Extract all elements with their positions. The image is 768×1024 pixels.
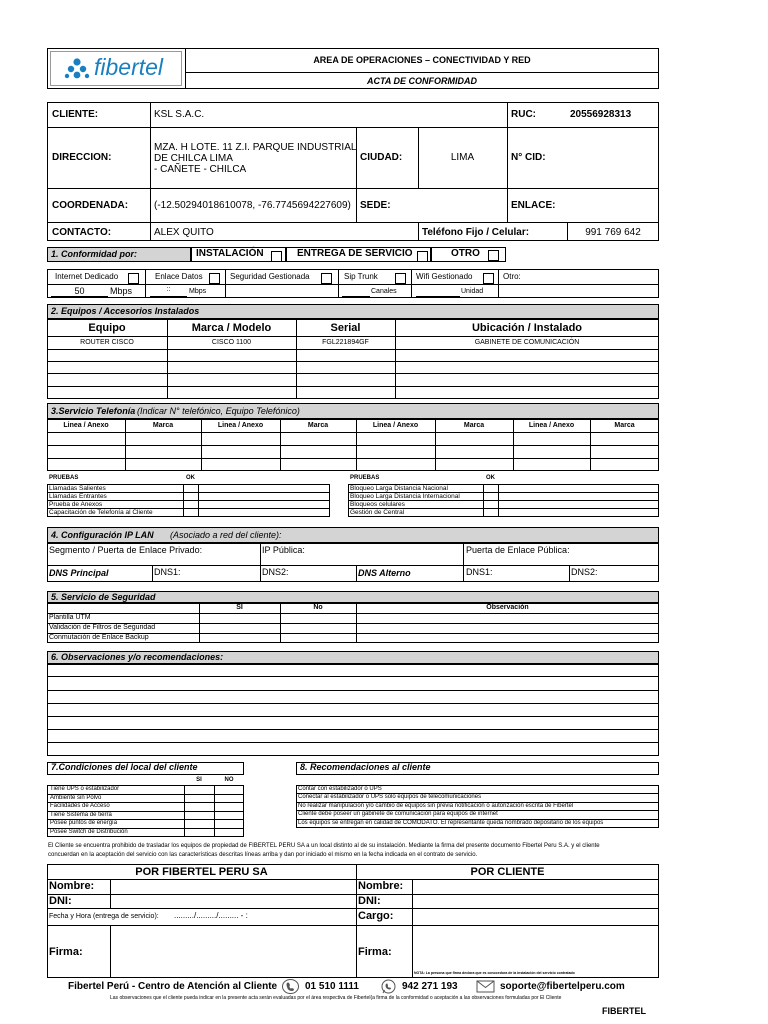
cond-row-2: Ambiente sin Polvo bbox=[50, 795, 102, 801]
iplan-title: 4. Configuración IP LAN bbox=[51, 530, 154, 540]
dns-alterno-label: DNS Alterno bbox=[358, 568, 411, 578]
contacto-value: ALEX QUITO bbox=[154, 227, 214, 238]
otro-label: OTRO bbox=[451, 248, 480, 259]
enlace-value: :: bbox=[166, 286, 171, 293]
sip-checkbox[interactable] bbox=[395, 273, 406, 284]
instalacion-label: INSTALACIÓN bbox=[196, 248, 264, 259]
prueba-left-1: Llamadas Salientes bbox=[49, 485, 106, 492]
observaciones-title: 6. Observaciones y/o recomendaciones: bbox=[51, 652, 224, 662]
direccion-line3: - CAÑETE - CHILCA bbox=[154, 164, 247, 175]
coordenada-label: COORDENADA: bbox=[52, 200, 129, 211]
mbps2-label: Mbps bbox=[189, 288, 207, 295]
contacto-label: CONTACTO: bbox=[52, 227, 112, 238]
marca-cell: CISCO 1100 bbox=[211, 339, 252, 346]
direccion-label: DIRECCION: bbox=[52, 152, 112, 163]
rec-row-1: Contar con estabilizador o UPS bbox=[298, 786, 382, 792]
otro-service-label: Otro: bbox=[503, 272, 521, 281]
sip-label: Sip Trunk bbox=[344, 272, 378, 281]
ok-left-label: OK bbox=[186, 475, 195, 481]
footer-phone1[interactable]: 01 510 1111 bbox=[305, 981, 359, 992]
serial-cell: FGL221894GF bbox=[322, 339, 369, 346]
cond-si-header: SI bbox=[196, 777, 202, 783]
firma-nota: NOTA: La persona que firma declara que es conocedora de la instalación del servicio contratado bbox=[414, 971, 575, 975]
ubicacion-cell: GABINETE DE COMUNICACIÓN bbox=[474, 339, 580, 346]
whatsapp-icon bbox=[380, 979, 397, 994]
wifi-checkbox[interactable] bbox=[483, 273, 494, 284]
tel-header-8: Marca bbox=[614, 422, 635, 429]
otro-checkbox[interactable] bbox=[488, 250, 499, 261]
cliente-cargo-label: Cargo: bbox=[358, 910, 394, 922]
internet-checkbox[interactable] bbox=[128, 273, 139, 284]
sede-label: SEDE: bbox=[360, 200, 391, 211]
ruc-value: 20556928313 bbox=[570, 109, 632, 120]
prueba-right-4: Gestión de Central bbox=[350, 509, 405, 516]
wifi-label: Wifi Gestionado bbox=[416, 272, 473, 281]
telefono-value: 991 769 642 bbox=[585, 227, 641, 238]
telefono-label: Teléfono Fijo / Celular: bbox=[422, 227, 530, 238]
seg-row-1: Plantilla UTM bbox=[49, 614, 91, 621]
footer-phone2[interactable]: 942 271 193 bbox=[402, 981, 458, 992]
prueba-right-2: Bloqueo Larga Distancia Internacional bbox=[350, 493, 460, 500]
direccion-line2: DE CHILCA LIMA bbox=[154, 153, 233, 164]
recomendaciones-title: 8. Recomendaciones al cliente bbox=[300, 762, 431, 772]
puerta-publica-label: Puerta de Enlace Pública: bbox=[466, 545, 570, 555]
phone-icon bbox=[282, 979, 299, 994]
rec-row-5: Los equipos se entregan en calidad de COMODATO. El representante queda nombrado depositario de los equipos bbox=[298, 820, 604, 826]
coordenada-value: (-12.50294018610078, -76.7745694227609) bbox=[154, 200, 351, 211]
email-icon bbox=[476, 980, 495, 993]
cliente-nombre-label: Nombre: bbox=[358, 880, 404, 892]
firma-fibertel-title: POR FIBERTEL PERU SA bbox=[135, 866, 268, 878]
dns2-label: DNS2: bbox=[262, 567, 289, 577]
tel-header-4: Marca bbox=[307, 422, 329, 429]
fibertel-dni-label: DNI: bbox=[49, 895, 72, 907]
fecha-label: Fecha y Hora (entrega de servicio): bbox=[49, 913, 159, 920]
prueba-right-1: Bloqueo Larga Distancia Nacional bbox=[350, 485, 448, 492]
conformidad-title: 1. Conformidad por: bbox=[51, 249, 137, 259]
seg-si-header: SI bbox=[236, 604, 243, 611]
entrega-checkbox[interactable] bbox=[417, 251, 428, 262]
logo-text: fibertel bbox=[94, 54, 164, 80]
footer-email[interactable]: soporte@fibertelperu.com bbox=[500, 981, 625, 992]
internet-label: Internet Dedicado bbox=[55, 272, 119, 281]
footer-centro: Fibertel Perú - Centro de Atención al Cliente bbox=[68, 981, 278, 992]
equipo-cell: ROUTER CISCO bbox=[80, 339, 134, 346]
tel-header-1: Linea / Anexo bbox=[63, 422, 109, 429]
cond-row-1: Tiene UPS o estabilizador bbox=[50, 786, 120, 792]
enlace-datos-label: Enlace Datos bbox=[155, 272, 203, 281]
iplan-subtitle: (Asociado a red del cliente): bbox=[170, 530, 282, 540]
ip-publica-label: IP Pública: bbox=[262, 545, 305, 555]
seg-no-header: No bbox=[313, 604, 323, 611]
internet-value: 50 bbox=[74, 286, 85, 296]
seguridad-title: 5. Servicio de Seguridad bbox=[51, 592, 156, 602]
direccion-line1: MZA. H LOTE. 11 Z.I. PARQUE INDUSTRIAL bbox=[154, 142, 357, 153]
seg-row-2: Validación de Filtros de Seguridad bbox=[49, 624, 156, 631]
header-acta: ACTA DE CONFORMIDAD bbox=[367, 76, 477, 86]
ciudad-label: CIUDAD: bbox=[360, 152, 403, 163]
seg-obs-header: Observación bbox=[486, 604, 529, 611]
header-area: AREA DE OPERACIONES – CONECTIVIDAD Y RED bbox=[313, 55, 531, 65]
fecha-value[interactable]: ........./........./......... - : bbox=[174, 911, 248, 920]
ruc-label: RUC: bbox=[511, 109, 536, 120]
fibertel-nombre-label: Nombre: bbox=[49, 880, 95, 892]
pruebas-left-label: PRUEBAS bbox=[49, 475, 79, 481]
tel-header-5: Linea / Anexo bbox=[372, 422, 419, 429]
cliente-label: CLIENTE: bbox=[52, 109, 99, 120]
tel-header-6: Marca bbox=[463, 422, 485, 429]
telefonia-subtitle: (Indicar N° telefónico, Equipo Telefónico) bbox=[137, 406, 300, 416]
cliente-firma-label: Firma: bbox=[358, 946, 392, 958]
cliente-dni-label: DNI: bbox=[358, 895, 381, 907]
equipos-header-serial: Serial bbox=[330, 322, 361, 334]
cond-no-header: NO bbox=[224, 777, 234, 783]
canales-label: Canales bbox=[371, 288, 397, 295]
equipos-header-marca: Marca / Modelo bbox=[191, 322, 272, 334]
condiciones-title: 7.Condiciones del local del cliente bbox=[51, 762, 198, 772]
tel-header-3: Linea / Anexo bbox=[217, 422, 264, 429]
cliente-value: KSL S.A.C. bbox=[154, 109, 205, 120]
mbps-label: Mbps bbox=[110, 286, 133, 296]
seg-row-3: Conmutación de Enlace Backup bbox=[49, 634, 149, 641]
equipos-header-ubicacion: Ubicación / Instalado bbox=[471, 322, 583, 334]
firma-cliente-title: POR CLIENTE bbox=[470, 866, 545, 878]
seguridad-label: Seguridad Gestionada bbox=[230, 272, 310, 281]
legal-line1: El Cliente se encuentra prohibido de trasladar los equipos de propiedad de FIBERTEL PERU SA a un local distinto al de su instalación. Mediante la firma del presente documento Fibertel Peru S.A. y el cliente bbox=[48, 843, 600, 849]
rec-row-2: Conectar al estabilizador o UPS solo equipos de telecomunicaciones bbox=[298, 794, 482, 800]
cond-row-6: Posee Switch de Distribución bbox=[50, 829, 128, 835]
enlace-label: ENLACE: bbox=[511, 200, 556, 211]
footer-brand: FIBERTEL bbox=[602, 1006, 646, 1016]
client-table bbox=[47, 102, 659, 241]
enlace-datos-checkbox[interactable] bbox=[209, 273, 220, 284]
rec-row-4: Cliente debe poseer un gabinete de comunicación para equipos de internet bbox=[298, 811, 498, 817]
dns2b-label: DNS2: bbox=[571, 567, 598, 577]
logo-icon bbox=[62, 56, 92, 82]
unidad-label: Unidad bbox=[461, 288, 484, 295]
ciudad-value: LIMA bbox=[450, 152, 475, 163]
segmento-label: Segmento / Puerta de Enlace Privado: bbox=[49, 545, 203, 555]
fibertel-firma-label: Firma: bbox=[49, 946, 83, 958]
prueba-left-3: Prueba de Anexos bbox=[49, 501, 103, 508]
prueba-left-4: Capacitación de Telefonía al Cliente bbox=[49, 509, 153, 516]
cond-row-3: Facilidades de Acceso bbox=[50, 803, 110, 809]
prueba-left-2: Llamadas Entrantes bbox=[49, 493, 107, 500]
tel-header-2: Marca bbox=[152, 422, 174, 429]
cond-row-4: Tiene Sistema de tierra bbox=[50, 812, 112, 818]
seguridad-checkbox[interactable] bbox=[321, 273, 332, 284]
equipos-header-equipo: Equipo bbox=[88, 322, 126, 334]
cond-row-5: Posee puntos de energía bbox=[50, 820, 118, 826]
pruebas-right-label: PRUEBAS bbox=[350, 475, 380, 481]
equipos-title: 2. Equipos / Accesorios Instalados bbox=[51, 306, 200, 316]
ok-right-label: OK bbox=[486, 475, 495, 481]
rec-row-3: No realizar manipulacion y/o cambio de equipos sin previa notificación o autorización escrita de Fibertel bbox=[298, 803, 574, 809]
instalacion-checkbox[interactable] bbox=[271, 251, 282, 262]
dns-principal-label: DNS Principal bbox=[49, 568, 109, 578]
tel-header-7: Linea / Anexo bbox=[528, 422, 575, 429]
entrega-label: ENTREGA DE SERVICIO bbox=[297, 248, 413, 259]
legal-line2: concuerdan en la aceptación del servicio con las características descritas líneas arriba y dan por iniciado el mismo en la fecha indicada en el contrato de servicio. bbox=[48, 852, 478, 858]
telefonia-title: 3.Servicio Telefonía bbox=[51, 406, 136, 416]
cid-label: N° CID: bbox=[511, 152, 546, 163]
prueba-right-3: Bloqueos celulares bbox=[350, 501, 405, 508]
dns1-label: DNS1: bbox=[154, 567, 181, 577]
footer-disclaimer: Las observaciones que el cliente pueda indicar en la presente acta serán evaluadas por el área respectiva de Fibertel(a firma de la conformidad o aceptación a las observaciones formuladas por El Cliente bbox=[110, 995, 562, 1001]
dns1b-label: DNS1: bbox=[466, 567, 493, 577]
